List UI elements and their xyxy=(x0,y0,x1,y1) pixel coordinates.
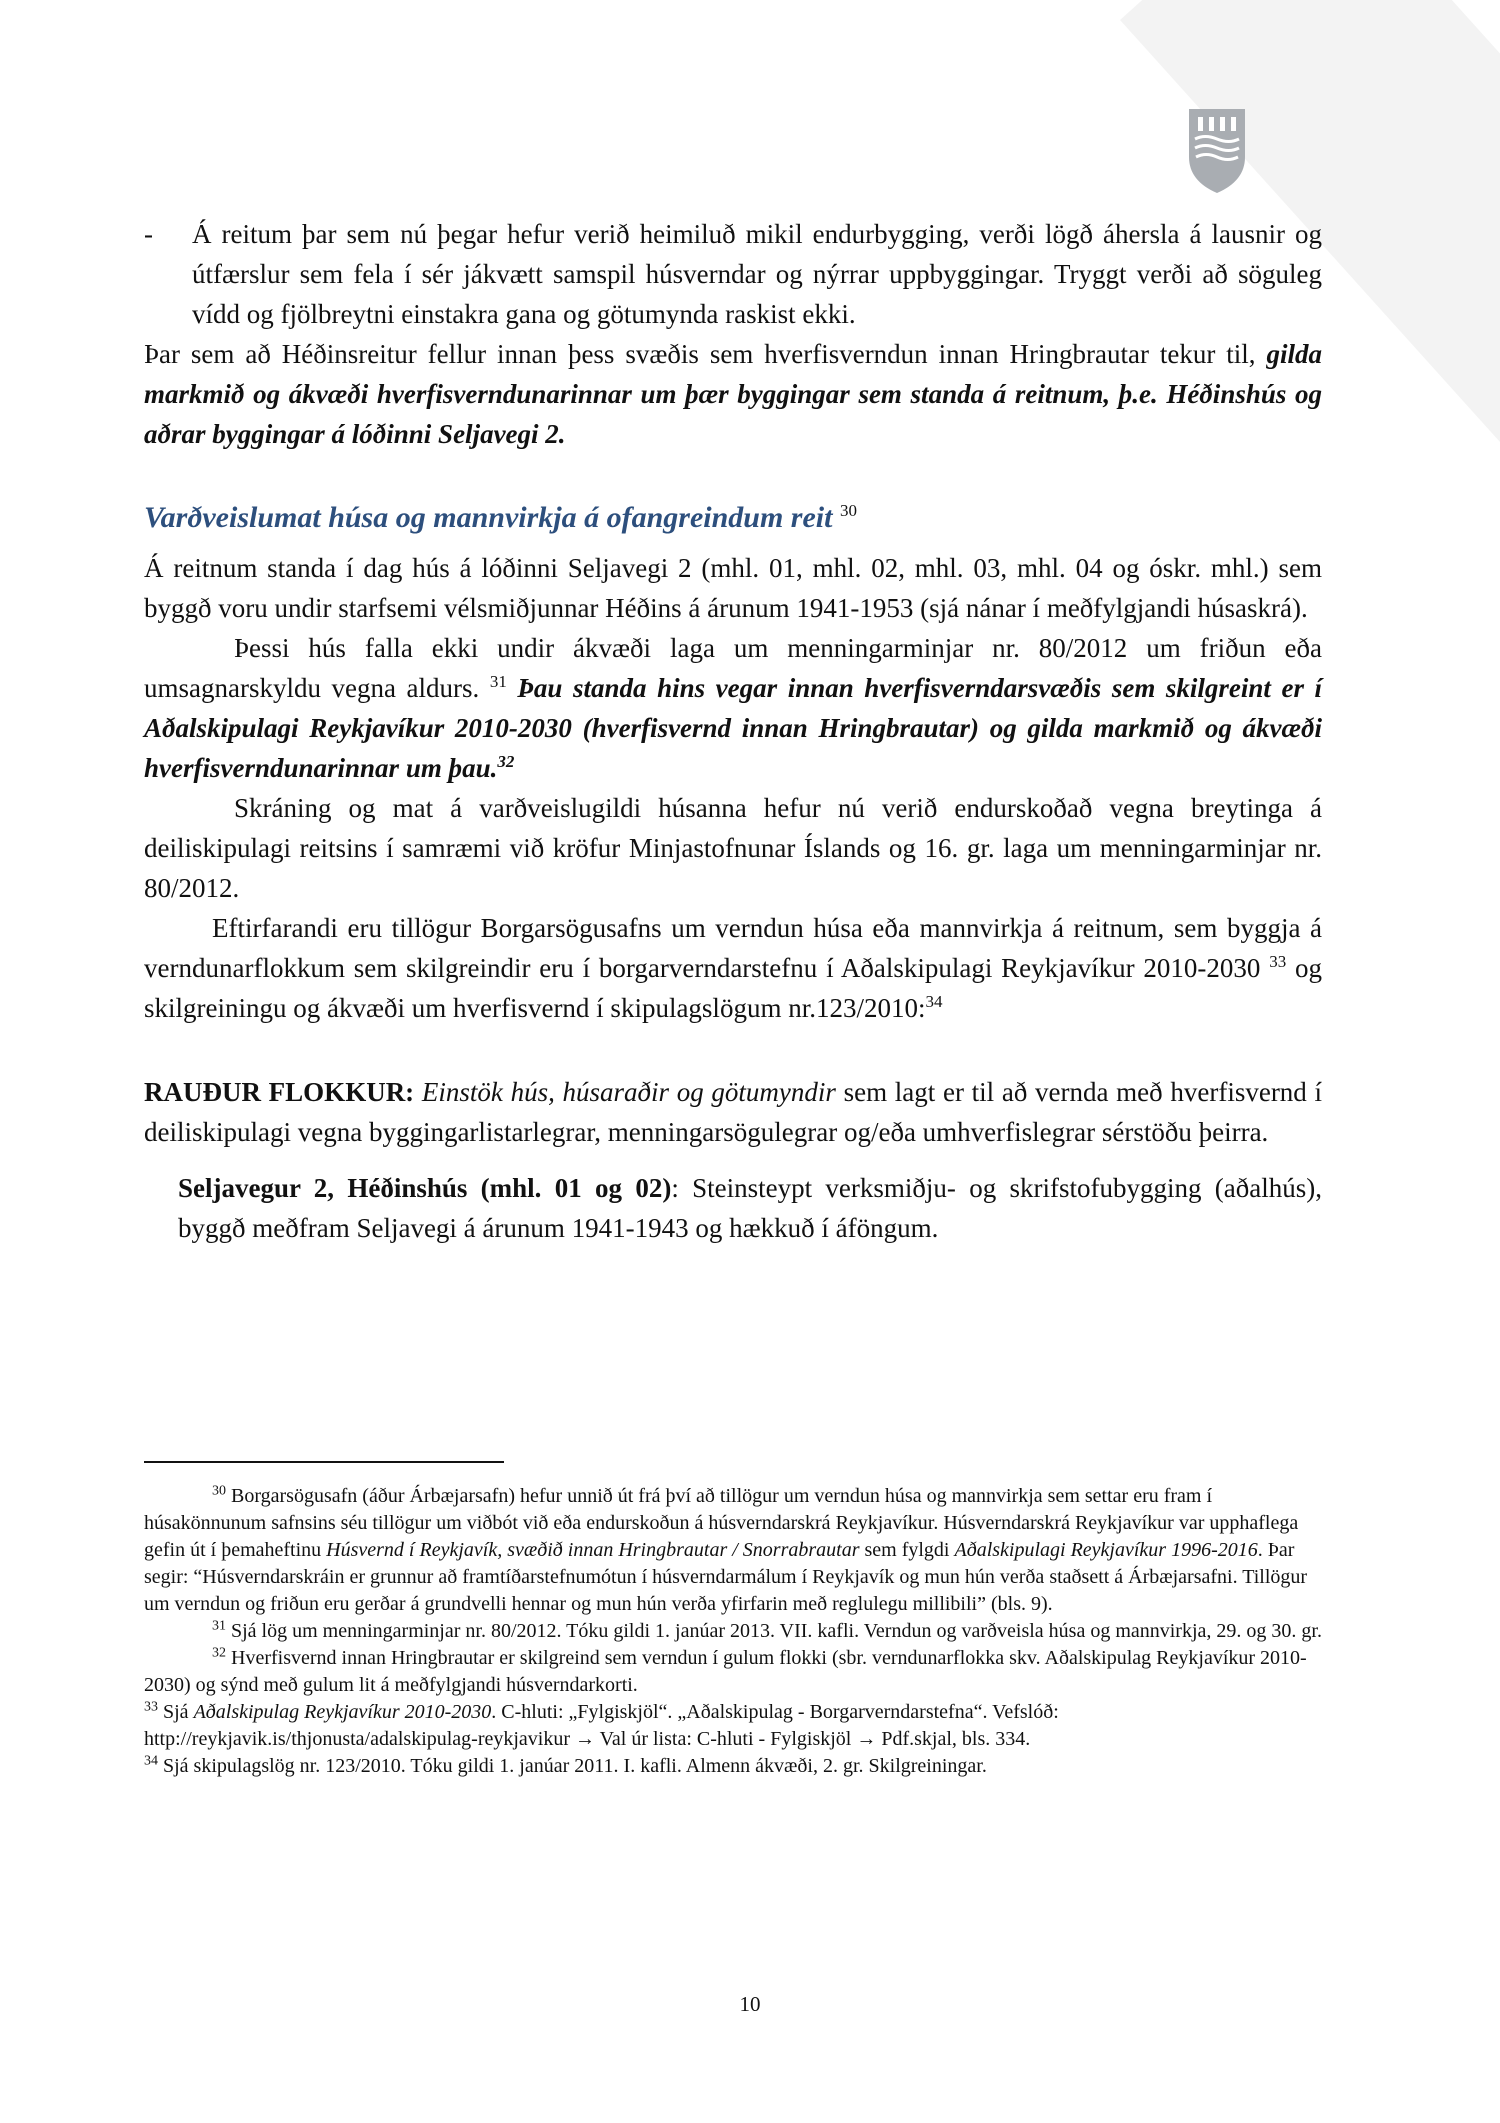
section-paragraph-3: Skráning og mat á varðveislugildi húsanna hefur nú verið endurskoðað vegna breytinga á deiliskipulagi reitsins í samræmi við kröfur Minjastofnunar Íslands og 16. gr. laga um menningarminjar nr. 80/2012. xyxy=(144,793,1322,903)
bullet-text: Á reitum þar sem nú þegar hefur verið heimiluð mikil endurbygging, verði lögð áhersla á lausnir og útfærslur sem fela í sér jákvætt samspil húsverndar og nýrrar uppbyggingar. Tryggt verði að söguleg vídd og fjölbreytni einstakra gana og götumynda raskist ekki. xyxy=(192,219,1322,329)
footnote-separator xyxy=(144,1461,504,1463)
section-paragraph-1: Á reitnum standa í dag hús á lóðinni Seljavegi 2 (mhl. 01, mhl. 02, mhl. 03, mhl. 04 og óskr. mhl.) sem byggð voru undir starfsemi vélsmiðjunnar Héðins á árunum 1941-1953 (sjá nánar í meðfylgjandi húsaskrá). xyxy=(144,553,1322,623)
footnote-ref-32[interactable]: 32 xyxy=(497,752,515,771)
section-paragraph-2 xyxy=(144,628,1322,788)
reykjavik-crest-icon xyxy=(1187,107,1247,195)
footnote-number: 30 xyxy=(212,1483,226,1499)
footnote-30-text-a: Borgarsögusafn (áður Árbæjarsafn) hefur unnið út frá því að tillögur um verndun húsa og mannvirkja sem settar eru fram í húsakönnunum safnsins séu tillögur um viðbót við eða endurskoðun á húsverndarskrá Reykjavíkur. Húsverndarskrá Reykjavíkur var upphaflega gefin út í þemaheftinu xyxy=(144,1485,1299,1561)
footnote-number: 34 xyxy=(144,1753,158,1769)
footnote-33-text-a: Sjá xyxy=(163,1701,189,1723)
footnote-30-text-b: sem fylgdi xyxy=(864,1539,950,1561)
footnote-ref-34[interactable]: 34 xyxy=(925,992,943,1011)
bullet-item xyxy=(144,214,1322,334)
footnote-33 xyxy=(144,1699,1322,1753)
footnote-31-text: Sjá lög um menningarminjar nr. 80/2012. Tóku gildi 1. janúar 2013. VII. kafli. Verndun og varðveisla húsa og mannvirkja, 29. og 30. gr. xyxy=(231,1620,1322,1642)
footnote-32-text: Hverfisvernd innan Hringbrautar er skilgreind sem verndun í gulum flokki (sbr. verndunarflokka skv. Aðalskipulag Reykjavíkur 2010-2030) og sýnd með gulum lit á meðfylgjandi húsverndarkorti. xyxy=(144,1647,1307,1696)
footnote-number: 32 xyxy=(212,1645,226,1661)
paragraph-4-b: og skilgreiningu og ákvæði um hverfisvernd í skipulagslögum nr.123/2010: xyxy=(144,953,1322,1023)
arrow-right-icon: → xyxy=(856,1728,877,1750)
footnote-34 xyxy=(144,1753,1322,1780)
paragraph-4-a: Eftirfarandi eru tillögur Borgarsögusafns um verndun húsa eða mannvirkja á reitnum, sem byggja á verndunarflokkum sem skilgreindir eru í borgarverndarstefnu í Aðalskipulagi Reykjavíkur 2010-2030 xyxy=(144,913,1322,983)
footnote-number: 31 xyxy=(212,1618,226,1634)
footnote-ref-31[interactable]: 31 xyxy=(489,672,507,691)
red-category-rest: sem lagt er til að vernda með hverfisvernd í deiliskipulagi vegna byggingarlistarlegrar, menningarsögulegrar og/eða umhverfislegrar sérstöðu þeirra. xyxy=(144,1077,1323,1147)
building-entry-title: Seljavegur 2, Héðinshús (mhl. 01 og 02) xyxy=(178,1173,672,1203)
footnote-number: 33 xyxy=(144,1699,158,1715)
footnote-34-text: Sjá skipulagslög nr. 123/2010. Tóku gildi 1. janúar 2011. I. kafli. Almenn ákvæði, 2. gr. Skilgreiningar. xyxy=(163,1755,987,1777)
bullet-dash: - xyxy=(144,219,153,249)
intro-bold-italic: gilda markmið og ákvæði hverfisverndunarinnar um þær byggingar sem standa á reitnum, þ.e. Héðinshús og aðrar byggingar á lóðinni Seljavegi 2. xyxy=(144,339,1323,449)
section-paragraph-4 xyxy=(144,908,1322,1028)
main-text xyxy=(144,214,1322,1248)
intro-paragraph xyxy=(144,334,1322,454)
footnote-33-text-c: Val úr lista: C-hluti - Fylgiskjöl xyxy=(599,1728,852,1750)
footnote-33-text-b: . C-hluti: „Fylgiskjöl“. „Aðalskipulag - Borgarverndarstefna“. Vefslóð: http://reykjavik.is/thjonusta/adalskipulag-reykjavikur xyxy=(144,1701,1059,1750)
footnote-32 xyxy=(144,1645,1322,1699)
intro-plain: Þar sem að Héðinsreitur fellur innan þess svæðis sem hverfisverndun innan Hringbrautar tekur til, xyxy=(144,339,1256,369)
building-entry xyxy=(178,1168,1322,1248)
footnote-30-text-c: . Þar segir: “Húsverndarskráin er grunnur að framtíðarstefnumótun í húsverndarmálum í Reykjavík og mun hún verða staðsett á Árbæjarsafni. Tillögur um verndun og friðun eru gerðar á grundvelli hennar og mun hún verða yfirfarin með reglulegu millibili” (bls. 9). xyxy=(144,1539,1308,1615)
arrow-right-icon: → xyxy=(575,1728,596,1750)
paragraph-2-bold-italic: Þau standa hins vegar innan hverfisverndarsvæðis sem skilgreint er í Aðalskipulagi Reykjavíkur 2010-2030 (hverfisvernd innan Hringbrautar) og gilda markmið og ákvæði hverfisverndunarinnar um þau. xyxy=(144,673,1323,783)
red-category-label: RAUÐUR FLOKKUR: xyxy=(144,1077,415,1107)
footnote-33-text-d: Pdf.skjal, bls. 334. xyxy=(881,1728,1031,1750)
section-heading xyxy=(144,498,1322,538)
section-heading-text: Varðveislumat húsa og mannvirkja á ofangreindum reit xyxy=(144,501,833,534)
footnote-30-italic-2: Aðalskipulagi Reykjavíkur 1996-2016 xyxy=(954,1539,1258,1561)
footnote-33-italic: Aðalskipulag Reykjavíkur 2010-2030 xyxy=(193,1701,492,1723)
footnote-31 xyxy=(144,1618,1322,1645)
building-entry-text: : Steinsteypt verksmiðju- og skrifstofubygging (aðalhús), byggð meðfram Seljavegi á árunum 1941-1943 og hækkuð í áföngum. xyxy=(178,1173,1322,1243)
footnote-30-italic-1: Húsvernd í Reykjavík, svæðið innan Hringbrautar / Snorrabrautar xyxy=(326,1539,860,1561)
red-category-paragraph xyxy=(144,1072,1322,1152)
red-category-italic: Einstök hús, húsaraðir og götumyndir xyxy=(421,1077,836,1107)
paragraph-2-plain: Þessi hús falla ekki undir ákvæði laga um menningarminjar nr. 80/2012 um friðun eða umsagnarskyldu vegna aldurs. xyxy=(144,633,1322,703)
footnote-30 xyxy=(144,1483,1322,1618)
footnote-ref-33[interactable]: 33 xyxy=(1269,952,1287,971)
footnote-ref-30[interactable]: 30 xyxy=(839,501,857,520)
page-number: 10 xyxy=(739,1992,761,2016)
footnotes xyxy=(144,1483,1322,1780)
